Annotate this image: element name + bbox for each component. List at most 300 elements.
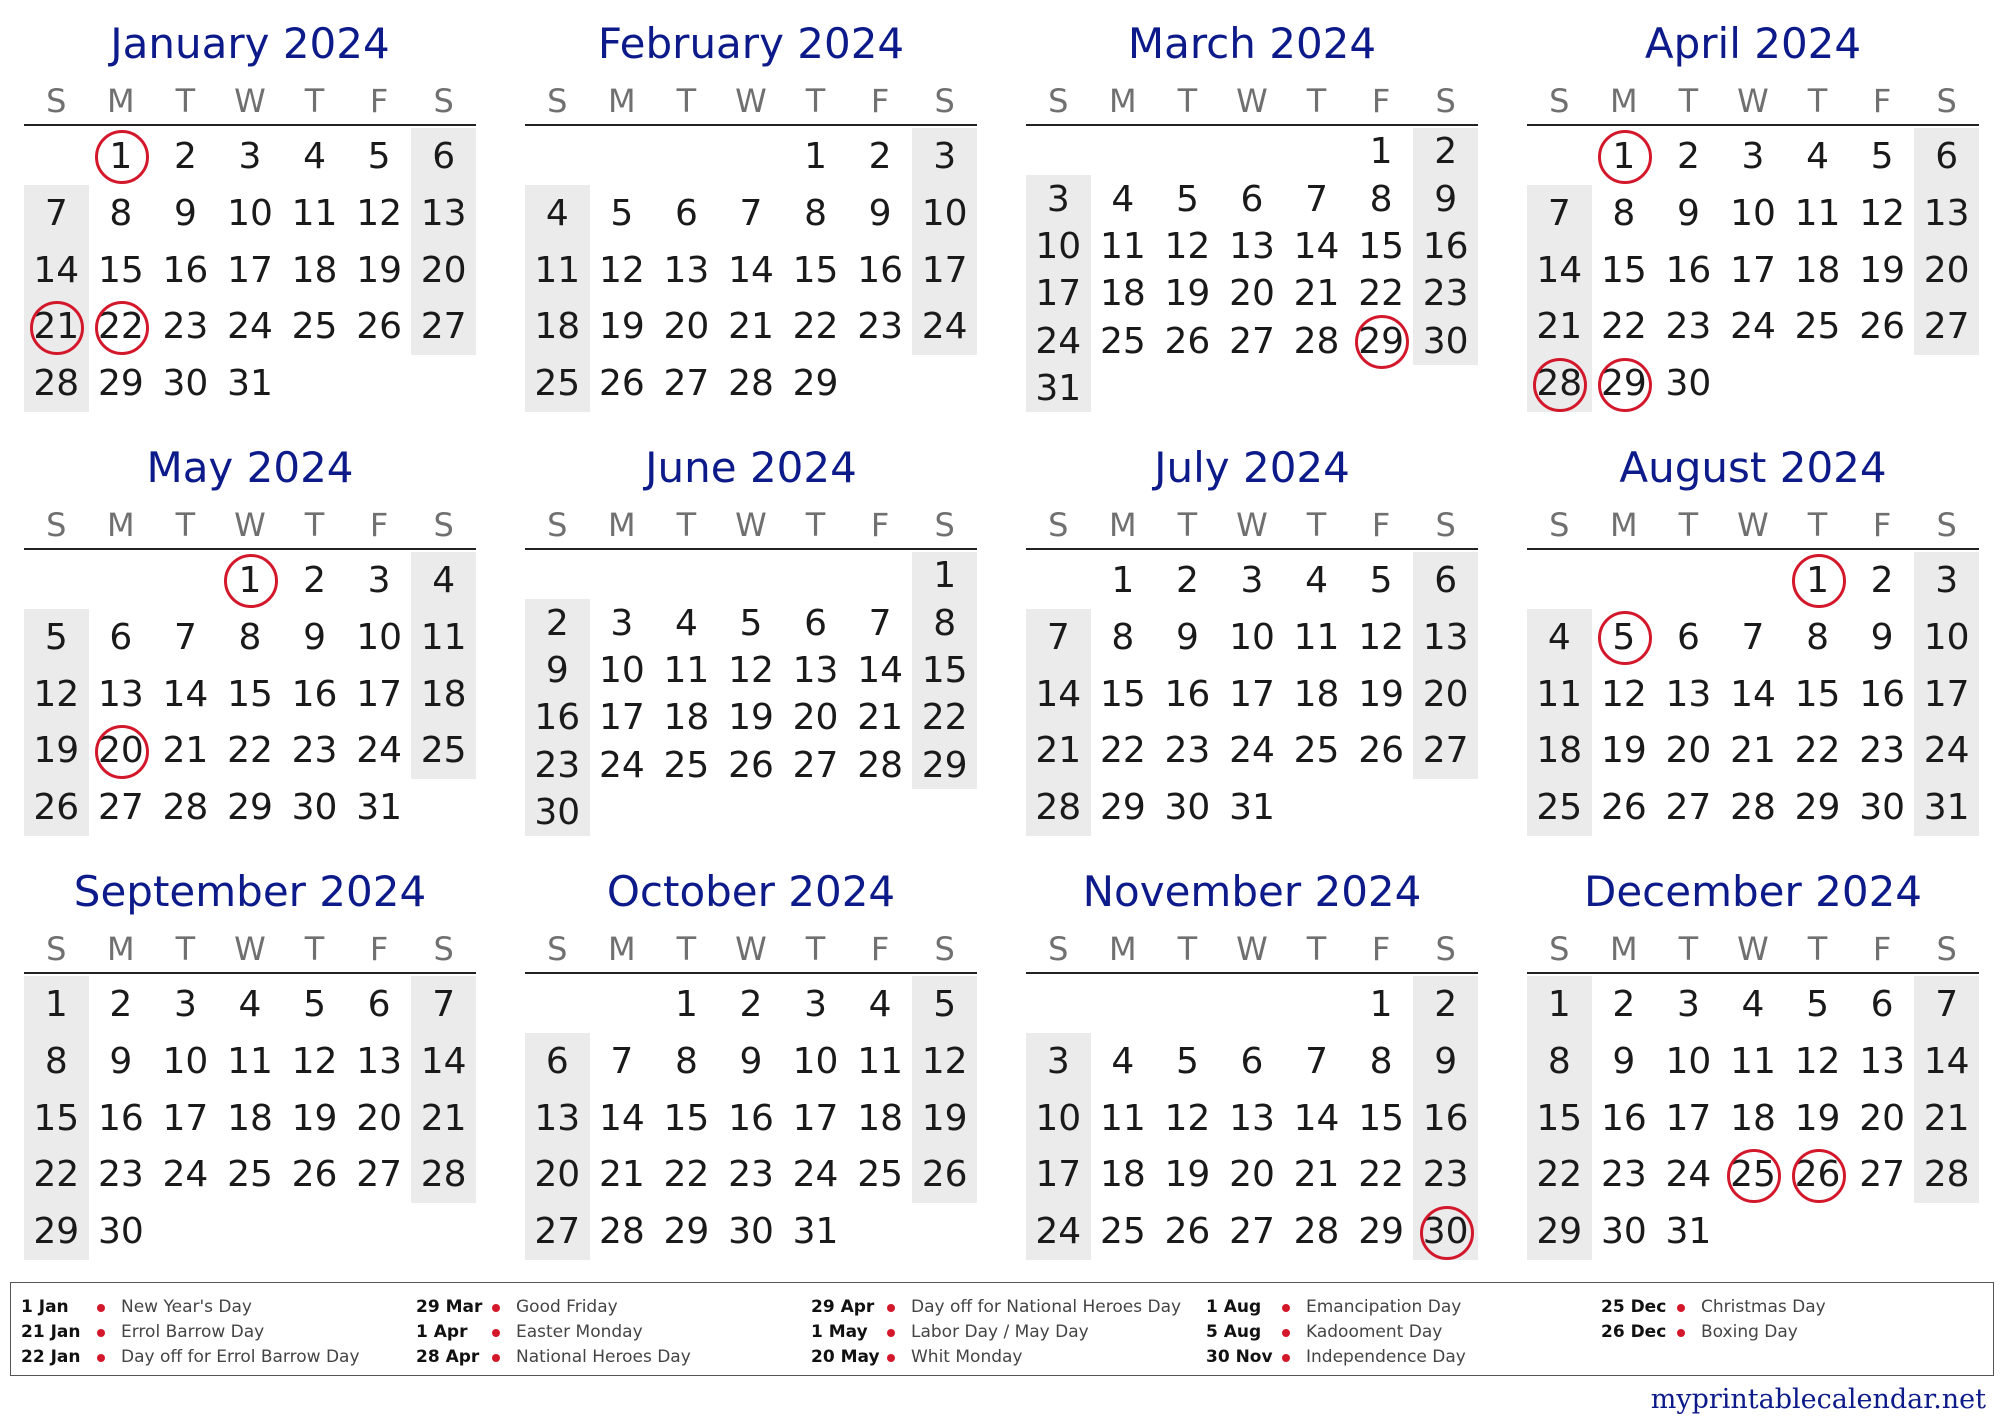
calendar-date: 8 (1111, 616, 1135, 658)
calendar-date: 25 (857, 1154, 904, 1196)
month-title: August 2024 (1619, 443, 1887, 492)
bullet-dot-icon (1677, 1304, 1685, 1312)
calendar-date: 13 (1665, 673, 1712, 715)
month-5 (24, 440, 476, 840)
calendar-date: 1 (44, 983, 68, 1025)
weekday-label: F (1371, 506, 1391, 544)
calendar-date: 13 (1923, 192, 1970, 234)
calendar-date: 12 (1794, 1040, 1841, 1082)
calendar-date: 24 (356, 730, 403, 772)
legend-entry (1196, 1295, 1591, 1320)
calendar-date: 30 (1422, 320, 1469, 362)
calendar-date: 19 (1164, 1154, 1211, 1196)
calendar-date: 17 (1035, 1154, 1082, 1196)
calendar-date: 19 (728, 697, 774, 739)
legend-date: 26 Dec (1601, 1322, 1667, 1342)
weekday-label: S (934, 82, 955, 120)
calendar-date: 30 (1859, 787, 1906, 829)
calendar-date: 31 (1035, 367, 1082, 409)
calendar-date: 20 (420, 249, 467, 291)
calendar-date: 31 (1229, 787, 1275, 829)
calendar-date: 10 (1665, 1040, 1712, 1082)
weekday-label: T (1306, 82, 1327, 120)
calendar-date: 10 (1923, 616, 1970, 658)
calendar-date: 26 (291, 1154, 338, 1196)
calendar-date: 10 (162, 1040, 209, 1082)
legend-holiday-name: Christmas Day (1701, 1297, 1826, 1317)
calendar-date: 26 (1859, 306, 1906, 348)
calendar-date: 8 (1369, 1040, 1393, 1082)
calendar-date: 21 (857, 697, 904, 739)
calendar-date: 5 (1175, 1040, 1199, 1082)
legend-holiday-name: Easter Monday (516, 1322, 643, 1342)
bullet-dot-icon (97, 1304, 105, 1312)
calendar-date: 12 (1600, 673, 1647, 715)
calendar-date: 24 (1665, 1154, 1712, 1196)
weekday-label: M (608, 506, 636, 544)
calendar-date: 9 (303, 616, 326, 658)
calendar-date: 23 (1422, 273, 1469, 315)
calendar-date: 26 (356, 306, 403, 348)
weekday-label: M (1610, 82, 1638, 120)
calendar-date: 7 (1935, 983, 1959, 1025)
calendar-date: 16 (534, 697, 581, 739)
weekday-label: F (369, 930, 389, 968)
legend-holiday-name: Labor Day / May Day (911, 1322, 1089, 1342)
weekday-label: W (234, 506, 266, 544)
holiday-legend (10, 1282, 1994, 1376)
weekday-header (1026, 928, 1478, 974)
calendar-date: 26 (921, 1154, 968, 1196)
calendar-date: 4 (1111, 1040, 1135, 1082)
calendar-date: 29 (921, 744, 968, 786)
calendar-date: 11 (1099, 1097, 1146, 1139)
weekday-label: S (433, 930, 454, 968)
month-1 (24, 16, 476, 416)
calendar-date: 3 (933, 135, 957, 177)
calendar-date: 30 (97, 1211, 144, 1253)
calendar-date: 21 (1035, 730, 1082, 772)
calendar-date: 23 (1164, 730, 1211, 772)
calendar-date: 16 (857, 249, 904, 291)
calendar-date: 27 (663, 363, 710, 405)
calendar-date: 18 (1730, 1097, 1776, 1139)
weekday-header (24, 928, 476, 974)
calendar-date: 10 (356, 616, 403, 658)
calendar-date: 13 (1229, 225, 1275, 267)
legend-date: 5 Aug (1206, 1322, 1262, 1342)
calendar-date: 25 (1536, 787, 1583, 829)
calendar-date: 18 (857, 1097, 904, 1139)
legend-entry (11, 1320, 406, 1345)
calendar-date: 4 (432, 559, 456, 601)
calendar-date: 30 (1164, 787, 1211, 829)
legend-holiday-name: Errol Barrow Day (121, 1322, 265, 1342)
calendar-date: 19 (1164, 273, 1211, 315)
legend-date: 1 Aug (1206, 1297, 1262, 1317)
calendar-date: 31 (227, 363, 273, 405)
legend-column (11, 1295, 406, 1371)
calendar-date: 27 (1422, 730, 1469, 772)
calendar-date: 17 (1665, 1097, 1712, 1139)
calendar-date: 9 (739, 1040, 763, 1082)
bullet-dot-icon (1282, 1354, 1290, 1362)
calendar-date: 16 (162, 249, 209, 291)
calendar-date: 11 (1730, 1040, 1776, 1082)
weekday-label: T (805, 930, 826, 968)
calendar-date: 15 (97, 249, 144, 291)
weekday-label: T (805, 82, 826, 120)
weekday-label: T (676, 82, 697, 120)
calendar-date: 12 (356, 192, 403, 234)
holiday-date: 1 (218, 552, 283, 609)
weekday-label: W (1737, 930, 1769, 968)
calendar-date: 10 (792, 1040, 839, 1082)
calendar-date: 29 (663, 1211, 710, 1253)
calendar-date: 22 (1099, 730, 1146, 772)
holiday-date: 26 (1785, 1146, 1850, 1203)
calendar-date: 14 (162, 673, 209, 715)
weekday-label: S (1936, 506, 1957, 544)
weekday-label: F (1872, 82, 1892, 120)
calendar-date: 18 (227, 1097, 273, 1139)
weekday-label: S (547, 506, 568, 544)
calendar-date: 26 (1600, 787, 1647, 829)
calendar-date: 22 (921, 697, 968, 739)
weekday-label: S (1435, 506, 1456, 544)
bullet-dot-icon (492, 1304, 500, 1312)
calendar-date: 5 (1870, 135, 1894, 177)
weekday-label: S (433, 82, 454, 120)
calendar-date: 7 (1305, 178, 1328, 220)
calendar-date: 2 (1612, 983, 1636, 1025)
calendar-date: 24 (598, 744, 645, 786)
weekday-label: T (175, 930, 196, 968)
calendar-date: 9 (1870, 616, 1894, 658)
calendar-date: 11 (663, 649, 710, 691)
calendar-date: 12 (921, 1040, 968, 1082)
bullet-dot-icon (492, 1329, 500, 1337)
calendar-date: 5 (44, 616, 68, 658)
calendar-date: 2 (1175, 559, 1199, 601)
calendar-date: 7 (1305, 1040, 1328, 1082)
calendar-date: 28 (1730, 787, 1776, 829)
calendar-date: 20 (1665, 730, 1712, 772)
month-title: April 2024 (1644, 19, 1862, 68)
weekday-header (24, 80, 476, 126)
calendar-date: 22 (1536, 1154, 1583, 1196)
calendar-date: 9 (1676, 192, 1700, 234)
weekday-label: F (870, 82, 890, 120)
weekday-label: T (304, 506, 325, 544)
calendar-date: 15 (1536, 1097, 1583, 1139)
calendar-date: 23 (1600, 1154, 1647, 1196)
legend-holiday-name: Boxing Day (1701, 1322, 1798, 1342)
calendar-date: 9 (109, 1040, 133, 1082)
calendar-date: 27 (792, 744, 839, 786)
calendar-date: 14 (1536, 249, 1583, 291)
month-9 (24, 864, 476, 1264)
calendar-date: 15 (1358, 225, 1405, 267)
calendar-date: 2 (303, 559, 326, 601)
weekday-label: W (234, 930, 266, 968)
calendar-date: 8 (804, 192, 827, 234)
calendar-date: 26 (1358, 730, 1405, 772)
weekday-label: S (1048, 82, 1069, 120)
bullet-dot-icon (887, 1354, 895, 1362)
calendar-date: 17 (921, 249, 968, 291)
calendar-date: 30 (728, 1211, 774, 1253)
weekday-label: M (107, 82, 135, 120)
calendar-date: 28 (1923, 1154, 1970, 1196)
calendar-grid (24, 16, 1980, 1270)
calendar-date: 15 (921, 649, 968, 691)
calendar-date: 16 (1422, 1097, 1469, 1139)
weekday-label: F (369, 82, 389, 120)
month-2 (525, 16, 977, 416)
month-10 (525, 864, 977, 1264)
weekday-label: W (234, 82, 266, 120)
calendar-date: 12 (291, 1040, 338, 1082)
calendar-date: 8 (44, 1040, 68, 1082)
calendar-date: 13 (534, 1097, 581, 1139)
weekday-label: W (1236, 506, 1268, 544)
legend-entry (11, 1345, 406, 1370)
calendar-date: 20 (1859, 1097, 1906, 1139)
calendar-date: 8 (1806, 616, 1829, 658)
legend-column (406, 1295, 801, 1371)
calendar-date: 25 (420, 730, 467, 772)
weekday-label: W (735, 82, 767, 120)
calendar-date: 20 (356, 1097, 403, 1139)
legend-date: 30 Nov (1206, 1347, 1273, 1367)
legend-date: 1 Jan (21, 1297, 69, 1317)
weekday-label: M (1109, 930, 1137, 968)
site-credit[interactable]: myprintablecalendar.net (1650, 1384, 1986, 1415)
calendar-date: 31 (1923, 787, 1970, 829)
weekday-label: S (1549, 506, 1570, 544)
calendar-date: 30 (162, 363, 209, 405)
calendar-date: 18 (1794, 249, 1841, 291)
calendar-date: 3 (1240, 559, 1264, 601)
calendar-date: 9 (1434, 1040, 1458, 1082)
bullet-dot-icon (1282, 1304, 1290, 1312)
calendar-date: 14 (1293, 225, 1340, 267)
calendar-date: 9 (1175, 616, 1199, 658)
calendar-date: 30 (534, 791, 581, 833)
calendar-date: 17 (356, 673, 403, 715)
calendar-date: 14 (598, 1097, 645, 1139)
calendar-date: 5 (933, 983, 957, 1025)
calendar-date: 6 (109, 616, 133, 658)
holiday-date: 28 (1527, 355, 1592, 412)
calendar-date: 10 (1035, 225, 1082, 267)
calendar-date: 11 (1293, 616, 1340, 658)
calendar-date: 29 (1794, 787, 1841, 829)
month-4 (1527, 16, 1979, 416)
calendar-date: 10 (1035, 1097, 1082, 1139)
weekday-label: M (107, 506, 135, 544)
legend-date: 1 May (811, 1322, 868, 1342)
legend-entry (801, 1345, 1196, 1370)
calendar-date: 28 (33, 363, 80, 405)
legend-date: 21 Jan (21, 1322, 81, 1342)
weekday-label: T (1807, 506, 1828, 544)
calendar-date: 2 (1434, 131, 1458, 173)
calendar-date: 3 (1935, 559, 1959, 601)
weekday-label: T (676, 930, 697, 968)
month-title: November 2024 (1082, 867, 1422, 916)
calendar-date: 13 (663, 249, 710, 291)
calendar-date: 31 (1665, 1211, 1712, 1253)
calendar-date: 21 (1293, 1154, 1340, 1196)
weekday-label: T (1177, 82, 1198, 120)
calendar-date: 22 (1794, 730, 1841, 772)
calendar-date: 13 (792, 649, 839, 691)
calendar-date: 6 (432, 135, 456, 177)
calendar-date: 25 (1293, 730, 1340, 772)
weekday-label: W (1236, 82, 1268, 120)
legend-column (1591, 1295, 1986, 1371)
calendar-date: 1 (933, 555, 957, 597)
legend-entry (11, 1295, 406, 1320)
calendar-date: 19 (1600, 730, 1647, 772)
weekday-label: S (934, 506, 955, 544)
calendar-date: 2 (1434, 983, 1458, 1025)
holiday-date: 25 (1721, 1146, 1786, 1203)
calendar-date: 10 (1229, 616, 1275, 658)
month-title: September 2024 (73, 867, 427, 916)
calendar-date: 12 (1358, 616, 1405, 658)
calendar-date: 10 (227, 192, 273, 234)
weekday-label: T (175, 506, 196, 544)
weekday-label: F (1371, 82, 1391, 120)
calendar-date: 16 (728, 1097, 774, 1139)
calendar-date: 29 (1358, 1211, 1405, 1253)
calendar-date: 29 (1099, 787, 1146, 829)
calendar-date: 4 (674, 602, 698, 644)
month-title: March 2024 (1127, 19, 1377, 68)
calendar-date: 21 (162, 730, 209, 772)
weekday-label: T (805, 506, 826, 544)
calendar-date: 8 (109, 192, 133, 234)
calendar-date: 1 (1547, 983, 1571, 1025)
calendar-date: 17 (792, 1097, 839, 1139)
legend-entry (406, 1295, 801, 1320)
month-title: July 2024 (1154, 443, 1350, 492)
calendar-date: 13 (1229, 1097, 1275, 1139)
bullet-dot-icon (1677, 1329, 1685, 1337)
weekday-label: T (1306, 930, 1327, 968)
holiday-date: 21 (24, 298, 89, 355)
calendar-date: 5 (610, 192, 634, 234)
calendar-date: 20 (1923, 249, 1970, 291)
calendar-date: 14 (857, 649, 904, 691)
calendar-date: 7 (432, 983, 456, 1025)
calendar-date: 1 (674, 983, 698, 1025)
calendar-date: 4 (1547, 616, 1571, 658)
calendar-date: 23 (534, 744, 581, 786)
weekday-label: T (304, 930, 325, 968)
calendar-date: 17 (1923, 673, 1970, 715)
calendar-date: 11 (1099, 225, 1146, 267)
calendar-date: 11 (1794, 192, 1841, 234)
calendar-date: 6 (1434, 559, 1458, 601)
calendar-date: 18 (1099, 273, 1146, 315)
calendar-date: 4 (303, 135, 326, 177)
holiday-date: 1 (1592, 128, 1657, 185)
calendar-date: 3 (173, 983, 197, 1025)
calendar-date: 4 (545, 192, 569, 234)
month-title: June 2024 (645, 443, 857, 492)
holiday-date: 5 (1592, 609, 1657, 666)
calendar-date: 5 (303, 983, 326, 1025)
weekday-label: T (1306, 506, 1327, 544)
calendar-date: 24 (227, 306, 273, 348)
calendar-date: 30 (1600, 1211, 1647, 1253)
calendar-date: 3 (367, 559, 391, 601)
calendar-date: 24 (1035, 1211, 1082, 1253)
calendar-date: 14 (1730, 673, 1776, 715)
weekday-label: S (1936, 82, 1957, 120)
holiday-date: 1 (89, 128, 154, 185)
legend-holiday-name: New Year's Day (121, 1297, 252, 1317)
calendar-date: 24 (1229, 730, 1275, 772)
calendar-date: 27 (420, 306, 467, 348)
calendar-date: 17 (162, 1097, 209, 1139)
calendar-date: 2 (109, 983, 133, 1025)
calendar-date: 16 (1859, 673, 1906, 715)
calendar-date: 18 (1099, 1154, 1146, 1196)
calendar-date: 12 (1859, 192, 1906, 234)
weekday-header (1026, 504, 1478, 550)
calendar-date: 19 (1794, 1097, 1841, 1139)
weekday-header (525, 928, 977, 974)
calendar-date: 2 (739, 983, 763, 1025)
weekday-header (525, 504, 977, 550)
calendar-date: 26 (1164, 1211, 1211, 1253)
legend-holiday-name: Kadooment Day (1306, 1322, 1443, 1342)
legend-holiday-name: Day off for Errol Barrow Day (121, 1347, 360, 1367)
weekday-label: S (1549, 930, 1570, 968)
calendar-date: 30 (291, 787, 338, 829)
weekday-label: T (1678, 506, 1699, 544)
calendar-date: 22 (1600, 306, 1647, 348)
calendar-date: 22 (1358, 273, 1405, 315)
calendar-date: 6 (1240, 1040, 1264, 1082)
weekday-label: W (1737, 506, 1769, 544)
calendar-date: 20 (663, 306, 710, 348)
weekday-label: S (46, 506, 67, 544)
calendar-date: 21 (728, 306, 774, 348)
legend-column (801, 1295, 1196, 1371)
calendar-date: 14 (1035, 673, 1082, 715)
calendar-date: 15 (1600, 249, 1647, 291)
calendar-date: 6 (674, 192, 698, 234)
calendar-date: 4 (1305, 559, 1328, 601)
calendar-date: 26 (1164, 320, 1211, 362)
calendar-date: 29 (792, 363, 839, 405)
calendar-date: 6 (367, 983, 391, 1025)
calendar-date: 8 (1369, 178, 1393, 220)
bullet-dot-icon (887, 1304, 895, 1312)
legend-holiday-name: Independence Day (1306, 1347, 1466, 1367)
calendar-date: 29 (227, 787, 273, 829)
month-3 (1026, 16, 1478, 416)
legend-holiday-name: National Heroes Day (516, 1347, 691, 1367)
calendar-date: 11 (857, 1040, 904, 1082)
calendar-date: 16 (1600, 1097, 1647, 1139)
